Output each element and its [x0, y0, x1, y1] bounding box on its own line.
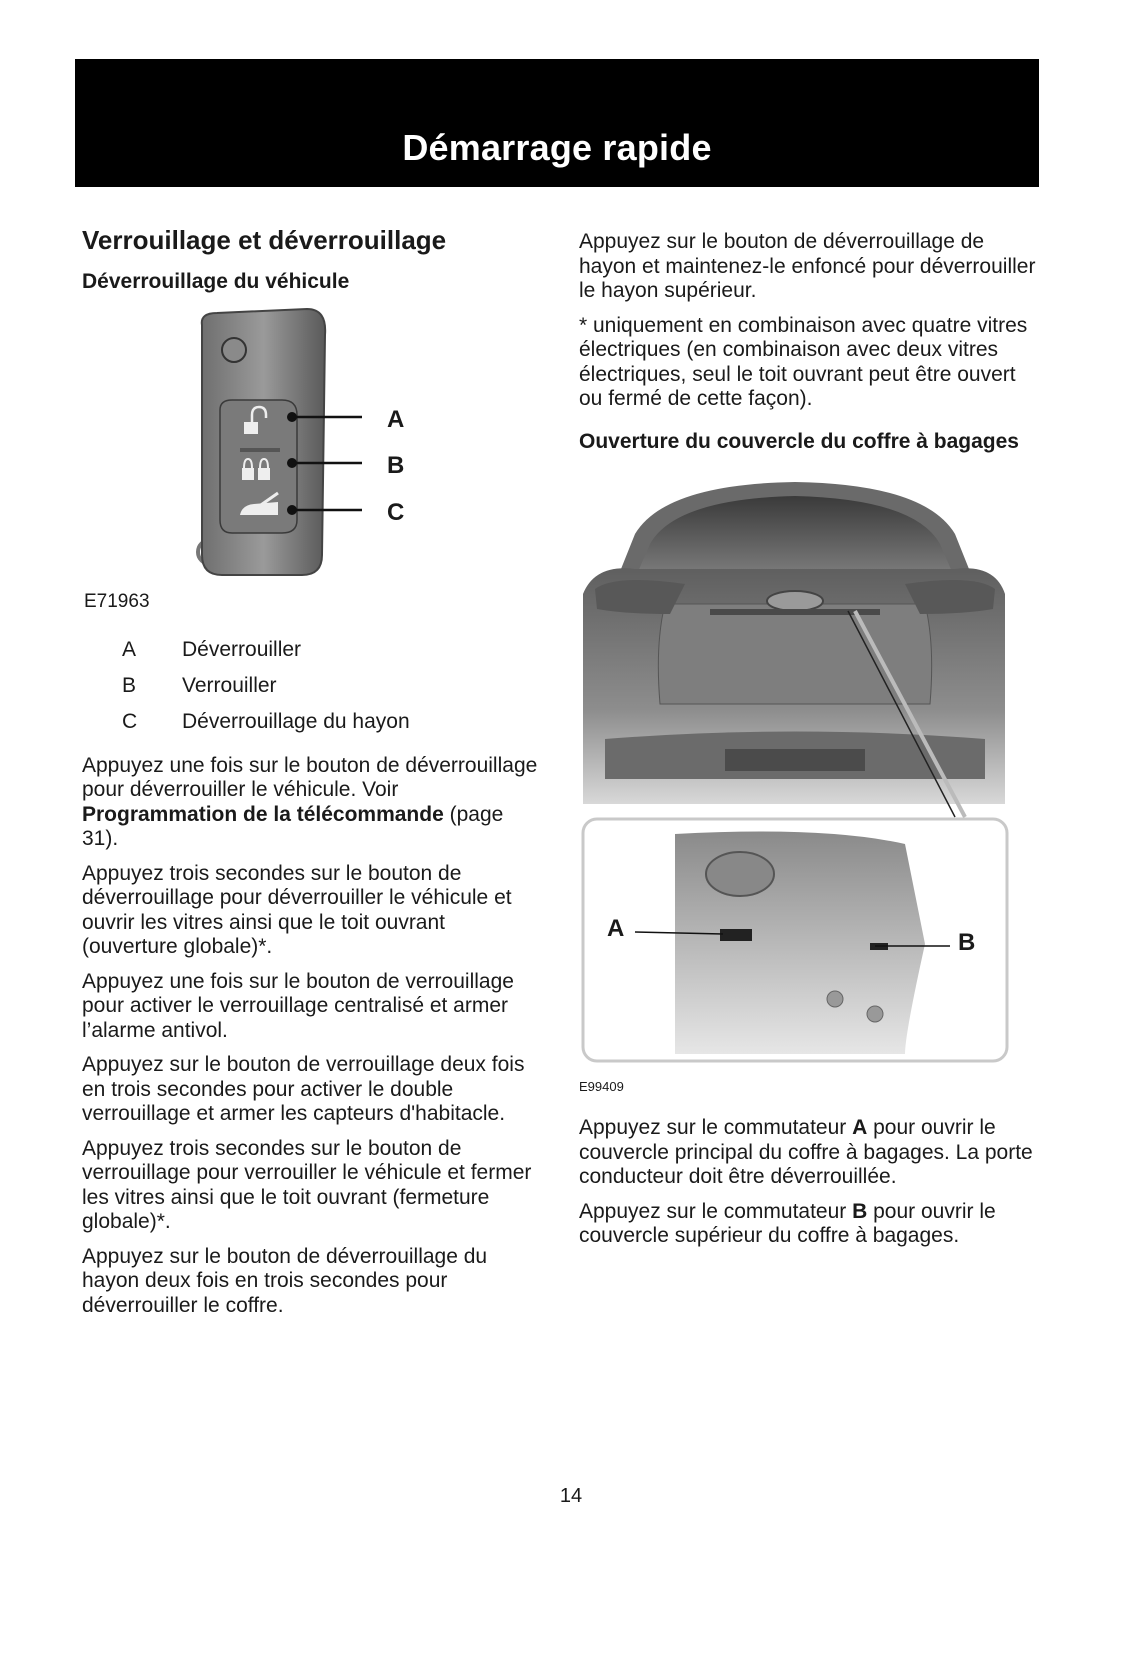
trunk-figure: [575, 474, 1015, 1104]
fob-label-a: A: [387, 405, 405, 433]
page-number: 14: [559, 1485, 583, 1507]
legend-value: Déverrouillage du hayon: [182, 709, 410, 733]
key-fob-illustration: [82, 305, 542, 620]
subsection-title-unlock: Déverrouillage du véhicule: [82, 270, 350, 294]
paragraph-unlock-once: Appuyez une fois sur le bouton de déverrouillage pour déverrouiller le véhicule. Voir Programmation de la télécommande (page 31).: [82, 753, 538, 851]
key-fob-figure: [82, 305, 542, 620]
paragraph-switch-a: Appuyez sur le commutateur A pour ouvrir le couvercle principal du coffre à bagages. La porte conducteur doit être déverrouillée.: [579, 1116, 1033, 1189]
trunk-label-b: B: [958, 929, 976, 957]
paragraph-double-lock: Appuyez sur le bouton de verrouillage deux fois en trois secondes pour activer le double verrouillage et armer les capteurs d'habitacle.: [82, 1053, 525, 1126]
section-title: Verrouillage et déverrouillage: [82, 225, 447, 255]
paragraph-switch-b: Appuyez sur le commutateur B pour ouvrir le couvercle supérieur du coffre à bagages.: [579, 1199, 996, 1248]
paragraph-trunk-unlock: Appuyez sur le bouton de déverrouillage du hayon deux fois en trois secondes pour déverrouiller le coffre.: [82, 1244, 488, 1317]
paragraph-footnote: * uniquement en combinaison avec quatre vitres électriques (en combinaison avec deux vitres électriques, seul le toit ouvrant peut être ouvert ou fermé de cette façon).: [579, 313, 1028, 410]
page-title: Démarrage rapide: [402, 127, 712, 168]
car-rear-illustration: [575, 474, 1015, 1104]
legend-row: [82, 668, 542, 704]
fob-label-c: C: [387, 498, 405, 526]
cross-reference-link[interactable]: Programmation de la télécommande: [82, 802, 444, 826]
paragraph-tailgate-hold: Appuyez sur le bouton de déverrouillage de hayon et maintenez-le enfoncé pour déverrouiller le hayon supérieur.: [579, 230, 1036, 302]
legend-row: [82, 632, 542, 668]
legend: [82, 632, 542, 740]
legend-value: Verrouiller: [182, 673, 277, 697]
subsection-title-trunk: Ouverture du couvercle du coffre à bagages: [579, 429, 1019, 453]
legend-row: [82, 704, 542, 740]
figure-code-1: E71963: [84, 590, 150, 612]
header-bar: [75, 59, 1039, 187]
right-column: [579, 230, 1039, 1259]
trunk-label-a: A: [607, 915, 625, 943]
paragraph-global-closing: Appuyez trois secondes sur le bouton de verrouillage pour verrouiller le véhicule et fermer les vitres ainsi que le toit ouvrant (fermeture globale)*.: [82, 1136, 532, 1234]
legend-key: A: [122, 637, 137, 661]
legend-key: B: [122, 673, 137, 697]
paragraph-lock-once: Appuyez une fois sur le bouton de verrouillage pour activer le verrouillage centralisé et armer l’alarme antivol.: [82, 969, 514, 1042]
left-column: [82, 225, 542, 1328]
paragraph-global-opening: Appuyez trois secondes sur le bouton de déverrouillage pour déverrouiller le véhicule et ouvrir les vitres ainsi que le toit ouvrant (ouverture globale)*.: [82, 861, 512, 959]
figure-code-2: E99409: [579, 1079, 624, 1095]
legend-key: C: [122, 709, 138, 733]
legend-value: Déverrouiller: [182, 637, 302, 661]
fob-label-b: B: [387, 451, 405, 479]
